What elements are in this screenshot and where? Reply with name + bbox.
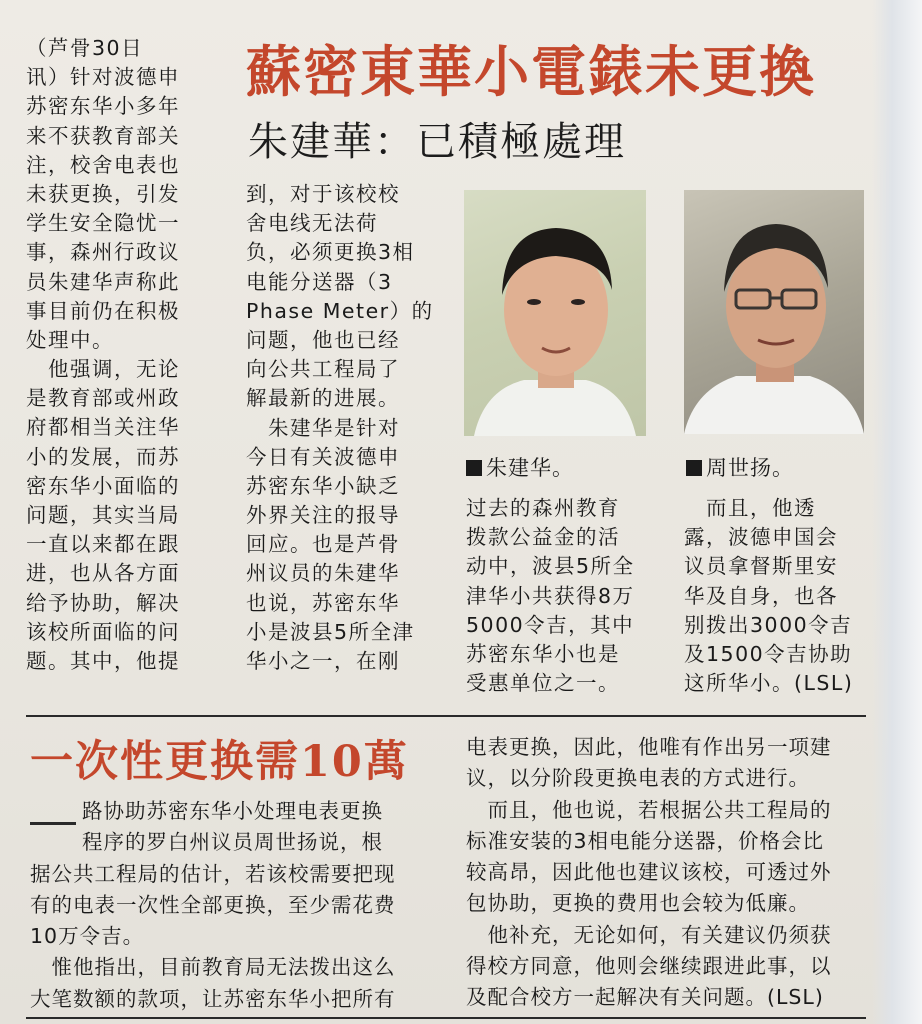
photo-caption-1: [466, 452, 574, 482]
text-line: 是教育部或州政: [26, 386, 180, 411]
portrait-2-illustration: [684, 190, 864, 434]
text-line: 他强调，无论: [26, 357, 180, 382]
text-line: 员朱建华声称此: [26, 269, 180, 294]
text-line: Phase Meter）的: [246, 298, 434, 323]
text-line: 标准安装的3相电能分送器，价格会比: [466, 828, 825, 853]
text-line: 这所华小。(LSL): [684, 671, 854, 696]
text-line: 拨款公益金的活: [466, 525, 620, 550]
text-line: 也说，苏密东华: [246, 590, 400, 615]
caption-text: 朱建华。: [486, 456, 574, 480]
text-line: 路协助苏密东华小处理电表更换: [82, 799, 383, 823]
text-line: 事目前仍在积极: [26, 298, 180, 323]
text-line: 及配合校方一起解决有关问题。(LSL): [466, 985, 824, 1010]
text-line: 到，对于该校校: [246, 182, 400, 206]
text-line: 得校方同意，他则会继续跟进此事，以: [466, 954, 832, 979]
bottom-rule: [26, 1017, 866, 1019]
text-line: 问题，他也已经: [246, 327, 400, 352]
section-subheadline: 一次性更换需10萬: [30, 737, 409, 787]
portrait-photo-1: [464, 190, 646, 436]
text-line: 事，森州行政议: [26, 240, 180, 265]
text-line: 5000令吉，其中: [466, 612, 635, 637]
text-line: 而且，他也说，若根据公共工程局的: [466, 797, 832, 822]
text-line: 而且，他透: [684, 496, 816, 520]
text-line: 解最新的进展。: [246, 386, 400, 411]
text-line: 大笔数额的款项，让苏密东华小把所有: [30, 986, 396, 1011]
text-line: 府都相当关注华: [26, 415, 180, 440]
text-line: 来不获教育部关: [26, 123, 180, 148]
text-line: 小是波县5所全津: [246, 619, 415, 644]
text-line: 小的发展，而苏: [26, 444, 180, 469]
article-column-2: [246, 180, 434, 676]
text-line: 津华小共获得8万: [466, 583, 635, 608]
text-line: 回应。也是芦骨: [246, 532, 400, 557]
text-line: 别拨出3000令吉: [684, 612, 853, 637]
text-line: 惟他指出，目前教育局无法拨出这么: [30, 955, 396, 980]
text-line: 议员拿督斯里安: [684, 554, 838, 579]
caption-text: 周世扬。: [706, 456, 794, 480]
text-line: 苏密东华小也是: [466, 641, 620, 666]
text-line: 较高昂，因此他也建议该校，可透过外: [466, 860, 832, 885]
text-line: 过去的森州教育: [466, 496, 620, 520]
text-line: 苏密东华小缺乏: [246, 473, 400, 498]
text-line: 议，以分阶段更换电表的方式进行。: [466, 766, 810, 791]
text-line: 未获更换，引发: [26, 181, 180, 206]
text-line: 10万令吉。: [30, 924, 145, 949]
article-column-4: [684, 494, 853, 698]
text-line: 受惠单位之一。: [466, 671, 620, 696]
text-line: 处理中。: [26, 327, 114, 352]
portrait-1-illustration: [464, 190, 646, 436]
portrait-photo-2: [684, 190, 864, 434]
text-line: 问题，其实当局: [26, 503, 180, 527]
text-line: 向公共工程局了: [246, 357, 400, 382]
subheadline: 朱建華：已積極處理: [248, 119, 626, 165]
text-line: 动中，波县5所全: [466, 554, 635, 579]
article-column-1: [26, 34, 180, 676]
text-line: 包协助，更换的费用也会较为低廉。: [466, 891, 810, 916]
page-edge-shadow: [872, 0, 922, 1024]
text-line: 露，波德申国会: [684, 525, 838, 550]
text-line: 注，校舍电表也: [26, 152, 180, 177]
text-line: 及1500令吉协助: [684, 641, 853, 666]
text-line: 密东华小面临的: [26, 473, 180, 498]
text-line: 程序的罗白州议员周世扬说，根: [82, 830, 383, 855]
text-line: 给予协助，解决: [26, 590, 180, 615]
text-line: 苏密东华小多年: [26, 94, 180, 119]
text-line: 一直以来都在跟: [26, 532, 180, 557]
text-line: 朱建华是针对: [246, 415, 400, 440]
text-line: 据公共工程局的估计，若该校需要把现: [30, 861, 396, 886]
text-line: 有的电表一次性全部更换，至少需花费: [30, 892, 396, 917]
photo-caption-2: [686, 452, 794, 482]
text-line: 舍电线无法荷: [246, 211, 378, 236]
text-line: 学生安全隐忧一: [26, 211, 180, 236]
text-line: 州议员的朱建华: [246, 561, 400, 586]
text-line: 华小之一，在刚: [246, 649, 400, 673]
section-divider: [26, 715, 866, 717]
text-line: 他补充，无论如何，有关建议仍须获: [466, 922, 832, 947]
lower-right-column: [466, 732, 832, 1014]
text-line: 讯）针对波德申: [26, 65, 180, 90]
lower-left-column: [30, 796, 396, 1015]
caption-marker-icon: [466, 460, 482, 476]
text-line: 电能分送器（3: [246, 269, 393, 294]
text-line: 今日有关波德申: [246, 444, 400, 469]
text-line: 进，也从各方面: [26, 561, 180, 586]
text-line: 题。其中，他提: [26, 648, 180, 673]
caption-marker-icon: [686, 460, 702, 476]
text-line: 华及自身，也各: [684, 583, 838, 608]
article-column-3: [466, 494, 635, 698]
text-line: 该校所面临的问: [26, 619, 180, 644]
text-line: 外界关注的报导: [246, 503, 400, 528]
text-line: 电表更换，因此，他唯有作出另一项建: [466, 735, 832, 759]
text-line: （芦骨30日: [26, 36, 144, 60]
headline: 蘇密東華小電錶未更換: [246, 39, 817, 104]
text-line: 负，必须更换3相: [246, 240, 415, 265]
